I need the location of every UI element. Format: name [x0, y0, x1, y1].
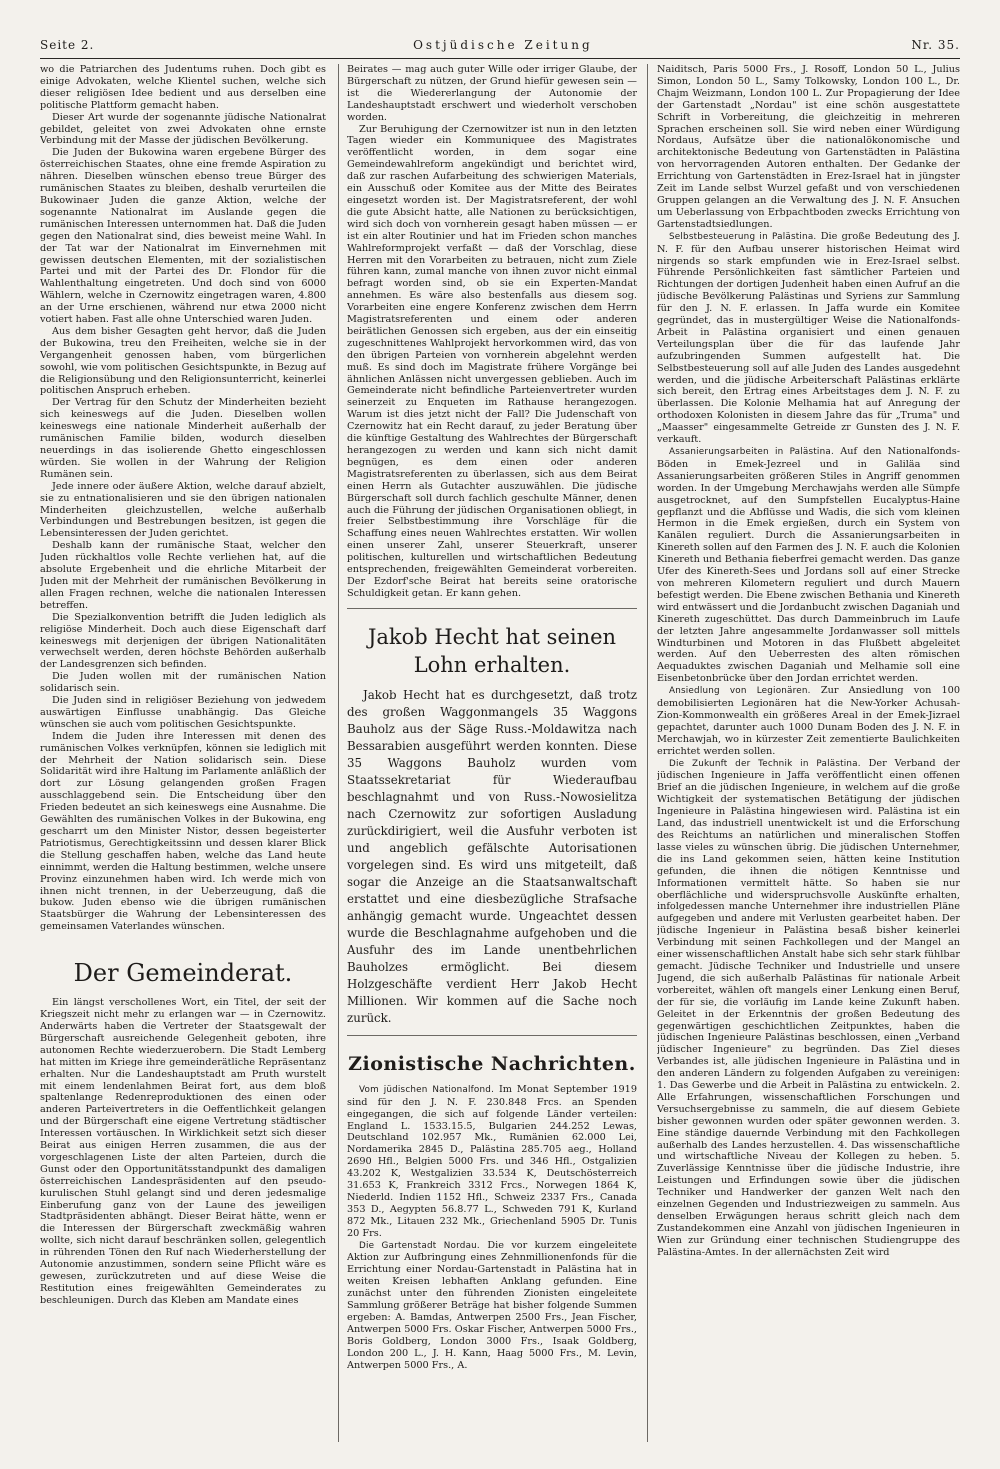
- hecht-article: [347, 687, 637, 1027]
- page-number: Seite 2.: [40, 38, 95, 52]
- technik-text: Der Verband der jüdischen Ingenieure in Jaffa veröffentlicht einen offenen Brief an die jüdischen Ingenieure, in welchem auf die große Wichtigkeit der systematischen Betätigung der jüdischen Ingenieure in Palästina hingewiesen wird. Palästina ist ein Land, das industriell unentwickelt ist und die Erforschung des Reichtums an natürlichen und mineralischen Stoffen lasse vieles zu wünschen übrig. Die jüdischen Unternehmer, die ins Land gekommen seien, hätten keine Institution gefunden, die ihnen die nötigen Kenntnisse und Informationen vermittelt hätte. So haben sie nur oberflächliche und widerspruchsvolle Auskünfte erhalten, infolgedessen manche Unternehmer ihre industriellen Pläne aufgegeben und andere mit Verlusten gearbeitet haben. Der jüdische Ingenieur in Palästina besaß bisher keinerlei Verbindung mit seinen Fachkollegen und der Mangel an einer wissenschaftlichen Anstalt habe sich sehr stark fühlbar gemacht. Jüdische Techniker und Industrielle und unsere Jugend, die sich außerhalb Palästinas für nationale Arbeit vorbereitet, wählen oft mangels einer Lenkung einen Beruf, der für sie, die vorläufig im Lande keine Zukunft haben. Geleitet in der Erkenntnis der großen Bedeutung des gegenwärtigen geschichtlichen Zeitpunktes, haben die jüdischen Ingenieure Palästinas beschlossen, einen „Verband jüdischer Ingenieure" zu begründen. Das Ziel dieses Verbandes ist, alle jüdischen Ingenieure in Palästina und in den anderen Ländern zu folgenden Aufgaben zu vereinigen: 1. Das Gewerbe und die Arbeit in Palästina zu entwickeln. 2. Alle Erfahrungen, wissenschaftlichen Forschungen und Versuchsergebnisse zu sammeln, die auf diesem Gebiete bisher gewonnen wurden oder später gewonnen werden. 3. Eine ständige dauernde Verbindung mit den Fachkollegen außerhalb des Landes herzustellen. 4. Das wissenschaftliche und wirtschaftliche Niveau der Kollegen zu heben. 5. Zuverlässige Kenntnisse über die jüdische Industrie, ihre Leistungen und Erfindungen sowie über die jüdischen Techniker und Handwerker der ganzen Welt nach den einzelnen Gegenden und Industriezweigen zu sammeln. Aus denselben Erwägungen heraus schritt gleich nach dem Zustandekommen eine Anzahl von jüdischen Ingenieuren in Wien zur Gründung einer technischen Studiengruppe des Palästina-Amtes. In der allernächsten Zeit wird: [657, 757, 960, 1258]
- article-paragraph: Beirates — mag auch guter Wille oder irriger Glaube, der Bürgerschaft zu nützen, der Grund hiefür gewesen sein — ist die Wiedererlangung der Autonomie der Landeshauptstadt erschwert und wiederholt verschoben worden.: [347, 64, 637, 123]
- selbstbesteuerung-text: Die große Bedeutung des J. N. F. für den Aufbau unserer historischen Heimat wird nirgends so stark empfunden wie in Erez-Israel selbst. Führende Persönlichkeiten fast sämtlicher Parteien und Richtungen der dortigen Judenheit haben einen Aufruf an die jüdische Bevölkerung Palästinas und Syriens zur Sammlung für den J. N. F. erlassen. In Jaffa wurde ein Komitee gegründet, das in mustergültiger Weise die Nationalfonds-Arbeit in Palästina organisiert und einen genauen Verteilungsplan über die für das laufende Jahr aufzubringenden Summen aufgestellt hat. Die Selbstbesteuerung soll auf alle Juden des Landes ausgedehnt werden, und die jüdische Arbeiterschaft Palästinas erklärte sich bereit, den Ertrag eines Arbeitstages dem J. N. F. zu überlassen. Die Kolonie Melhamia hat auf Anregung der orthodoxen Kolonisten in diesem Jahre das für „Truma" und „Maasser" eingesammelte Getreide zr Gunsten des J. N. F. verkauft.: [657, 230, 960, 446]
- column-divider: [647, 64, 648, 1442]
- article-paragraph: Indem die Juden ihre Interessen mit denen des rumänischen Volkes verknüpfen, können sie lediglich mit der Mehrheit der Nation solidarisch sein. Diese Solidarität wird ihre Haltung im Parlamente anläßlich der dort zur Lösung gelangenden großen Fragen ausschlaggebend sein. Die Entscheidung über den Frieden bedeutet an sich keineswegs eine Ausnahme. Die Gewählten des rumänischen Volkes in der Bukowina, eng gescharrt um den Minister Nistor, dessen begeisterter Patriotismus, Gerechtigkeitssinn und dessen klarer Blick die Stellung geschaffen haben, welche das Land heute einnimmt, werden die Haltung bestimmen, welche unsere Provinz einzunehmen haben wird. Ich werde mich von ihnen nicht trennen, in der Ueberzeugung, daß die bukow. Juden ebenso wie die übrigen rumänischen Staatsbürger die Wahrung der Lebensinteressen des gemeinsamen Vaterlandes wünschen.: [40, 730, 326, 933]
- article-paragraph: Die Spezialkonvention betrifft die Juden lediglich als religiöse Minderheit. Doch auch diese Eigenschaft darf keineswegs mit derjenigen der übrigen Nationalitäten verwechselt werden, deren höchste Behörden außerhalb der Landesgrenzen sich befinden.: [40, 611, 326, 671]
- page-header: [40, 30, 960, 52]
- section-rule: [347, 1035, 637, 1036]
- newspaper-page: [40, 30, 960, 1442]
- issue-number: Nr. 35.: [911, 38, 960, 52]
- nordau-text: Die vor kurzem eingeleitete Aktion zur Aufbringung eines Zehnmillionenfonds für die Errichtung einer Nordau-Gartenstadt in Palästina hat in weiten Kreisen lebhaften Anklang gefunden. Eine zunächst unter den führenden Zionisten eingeleitete Sammlung größerer Beträge hat bisher folgende Summen ergeben: A. Bamdas, Antwerpen 2500 Frs., Jean Fischer, Antwerpen 5000 Frs. Oskar Fischer, Antwerpen 5000 Frs., Boris Goldberg, London 3000 Frs., Isaak Goldberg, London 200 L., J. H. Kann, Haag 5000 Frs., M. Levin, Antwerpen 5000 Frs., A.: [347, 1239, 637, 1371]
- article-paragraph: Die Juden der Bukowina waren ergebene Bürger des österreichischen Staates, ohne eine fremde Aspiration zu nähren. Dieselben wünschen ebenso treue Bürger des rumänischen Staates zu bleiben, deshalb verurteilen die Bukowinaer Juden die ganze Aktion, welche der sogenannte Nationalrat im Auslande gegen die rumänischen Interessen unternommen hat. Daß die Juden gegen den Nationalrat sind, dies beweist meine Wahl. In der Tat war der Nationalrat im Einvernehmen mit gewissen deutschen Elementen, mit der sozialistischen Partei und mit der Partei des Dr. Flondor für die Wahlenthaltung eingetreten. Und doch sind von 6000 Wählern, welche in Czernowitz eingetragen waren, 4.800 an der Urne erschienen, während nur etwa 2000 nicht votiert haben. Fast alle ohne Unterschied waren Juden.: [40, 147, 326, 326]
- article-paragraph: Zur Beruhigung der Czernowitzer ist nun in den letzten Tagen wieder ein Kommuniquee des Magistrates veröffentlicht worden, in dem sogar eine Gemeindewahlreform angekündigt und berichtet wird, daß zur raschen Aufarbeitung des schwierigen Materials, ein Ausschuß oder Komitee aus der Mitte des Beirates eingesetzt worden ist. Der Magistratsreferent, der wohl die gute Absicht hatte, alle Nationen zu berücksichtigen, wird sich doch von vornherein gesagt haben müssen — er ist ein alter Routinier und hat im Frieden schon manches Wahlreformprojekt verfaßt — daß der Vorschlag, diese Herren mit den Vorarbeiten zu betrauen, nicht zum Ziele führen kann, zumal manche von ihnen zuvor nicht einmal befragt worden sind, ob sie ein Experten-Mandat annehmen. Es wäre also bestenfalls aus diesem sog. Vorarbeiten eine engere Konferenz zwischen dem Herrn Magistratsreferenten und einem oder anderen beirätlichen Genossen sich ergeben, aus der ein einseitig zugeschnittenes Wahlprojekt hervorkommen wird, das von den übrigen Parteien von vornherein abgelehnt werden muß. Es sind doch im Magistrate frühere Vorgänge bei ähnlichen Anlässen nicht unvergessen geblieben. Auch im Gemeinderate nicht befindliche Parteienvertreter wurden seinerzeit zu Enqueten im Rathause herangezogen. Warum ist dies jetzt nicht der Fall? Die Judenschaft von Czernowitz hat ein Recht darauf, zu jeder Beratung über die künftige Gestaltung des Wahlrechtes der Bürgerschaft herangezogen zu werden und kann sich nicht damit begnügen, es dem einen oder anderen Magistratsreferenten zu überlassen, sich aus dem Beirat einen Herrn als Gutachter auszuwählen. Die jüdische Bürgerschaft soll durch fachlich geschulte Männer, denen auch die Führung der jüdischen Organisationen obliegt, in freier Selbstbestimmung ihre Vorschläge für die Schaffung eines neuen Wahlrechtes erstatten. Wir wollen einen unserer Zahl, unserer Steuerkraft, unserer politischen, kulturellen und wirtschaftlichen Bedeutung entsprechenden, freigewählten Gemeinderat vorbereiten. Der Ezdorf'sche Beirat hat bereits seine oratorische Schuldigkeit getan. Er kann gehen.: [347, 123, 637, 599]
- article-paragraph: Der Vertrag für den Schutz der Minderheiten bezieht sich keineswegs auf die Juden. Dieselben wollen keineswegs eine nationale Minderheit außerhalb der rumänischen Familie bilden, wodurch dieselben neuerdings in das isolierende Ghetto eingeschlossen würden. Sie wollen in der Wahrung der Religion Rumänen sein.: [40, 397, 326, 480]
- assanierung-text: Auf den Nationalfonds-Böden in Emek-Jezreel und in Galiläa sind Assanierungsarbeiten größeren Stiles in Angriff genommen worden. In der Umgebung Merchawjahs werden alle Sümpfe ausgetrocknet, auf den Sumpfstellen Eucalyptus-Haine gepflanzt und die Abflüsse und Wadis, die sich vom kleinen Hermon in die Emek ergießen, durch ein System von Kanälen reguliert. Durch die Assanierungsarbeiten in Kinereth sollen auf den Farmen des J. N. F. auch die Kolonien Kinereth und Bethania fieberfrei gemacht werden. Das ganze Ufer des Kinereth-Sees und Jordans soll auf einer Strecke von mehreren Kilometern reguliert und durch Mauern befestigt werden. Die Ebene zwischen Bethania und Kinereth wird entwässert und die Jordanbucht zwischen Daganiah und Kinereth zugeschüttet. Das durch Dammeinbruch im Laufe der letzten Jahre angesammelte Jordanwasser soll mittels Windturbinen und Motoren in das Flußbett abgeleitet werden. Auf den Ueberresten des alten römischen Aequaduktes zwischen Daganiah und Melhamie soll eine Eisenbetonbrücke über den Jordan errichtet werden.: [657, 446, 960, 685]
- article-paragraph: Aus dem bisher Gesagten geht hervor, daß die Juden der Bukowina, treu den Freiheiten, welche sie in der Vergangenheit genossen haben, vom bürgerlichen sowohl, wie vom politischen Gesichtspunkte, in Bezug auf die Religionsübung und den Religionsunterricht, keinerlei politischen Anspruch erheben.: [40, 325, 326, 397]
- column-3: [657, 64, 960, 1442]
- gemeinderat-text: Ein längst verschollenes Wort, ein Titel, der seit der Kriegszeit nicht mehr zu erlangen war — in Czernowitz. Anderwärts haben die Vertreter der Staatsgewalt der Bürgerschaft ausreichende Gelegenheit geboten, ihre autonomen Rechte wiederzuerobern. Die Stadt Lemberg hat mitten im Kriege ihre gemeinderätliche Repräsentanz erhalten. Nur die Landeshauptstadt am Pruth wurstelt mit einem lendenlahmen Beirat fort, aus dem bloß spaltenlange Redenreproduktionen des einen oder anderen Parteivertreters in die Oeffentlichkeit gelangen und der Bürgerschaft eine eigene Vertretung städtischer Interessen vortäuschen. In Wirklichkeit setzt sich dieser Beirat aus einigen Herren zusammen, die aus der vorgeschlagenen Liste der alten Parteien, durch die Gunst oder den Opportunitätsstandpunkt des damaligen österreichischen Landespräsidenten auf den pseudo-kurulischen Stuhl gelangt sind und deren jedesmalige Einberufung ganz von der Laune des jeweiligen Stadtpräsidenten abhängt. Dieser Beirat hätte, wenn er die Interessen der Bürgerschaft zweckmäßig wahren wollte, sich nicht darauf beschränken sollen, gelegentlich in rührenden Tönen den Ruf nach Wiederherstellung der Autonomie anzustimmen, sondern seine Pflicht wäre es gewesen, zurückzutreten und auf diese Weise die Restitution eines freigewählten Gemeinderates zu beschleunigen. Durch das Kleben am Mandate eines: [40, 997, 326, 1306]
- article-paragraph: Deshalb kann der rumänische Staat, welcher den Juden rückhaltlos volle Rechte verliehen hat, auf die absolute Ergebenheit und die ehrliche Mitarbeit der Juden mit der Mehrheit der rumänischen Bevölkerung in allen Fragen rechnen, welche die nationalen Interessen betreffen.: [40, 540, 326, 611]
- selbstbesteuerung-subhead: Selbstbesteuerung in Palästina.: [669, 231, 817, 242]
- ansiedlung-text: Zur Ansiedlung von 100 demobilisierten Legionären hat die New-Yorker Achusah-Zion-Kommonwealth ein größeres Areal in der Emek-Jizrael gepachtet, darunter auch 1000 Dunam Boden des J. N. F. in Merchawjah, wo in kürzester Zeit zementierte Baulichkeiten errichtet werden sollen.: [657, 685, 960, 757]
- assanierung-subhead: Assanierungsarbeiten in Palästina.: [669, 447, 834, 457]
- hecht-headline: Jakob Hecht hat seinen Lohn erhalten.: [367, 624, 617, 677]
- gemeinderat-headline: Der Gemeinderat.: [73, 959, 293, 988]
- article-paragraph: wo die Patriarchen des Judentums ruhen. Doch gibt es einige Advokaten, welche Klientel suchen, welche sich dieser religiösen Idee bedient und aus derselben eine politische Plattform gemacht haben.: [40, 64, 326, 111]
- hecht-text: Jakob Hecht hat es durchgesetzt, daß trotz des großen Waggonmangels 35 Waggons Bauholz aus der Säge Russ.-Moldawitza nach Bessarabien ausgeführt werden konnten. Diese 35 Waggons Bauholz wurden vom Staatssekretariat für Wiederaufbau beschlagnahmt und von Russ.-Nowosielitza nach Czernowitz zur sofortigen Ausladung zurückdirigiert, weil die Ausfuhr verboten ist und angeblich gefälschte Autorisationen vorgelegen sind. Es wird uns mitgeteilt, daß sogar die Anzeige an die Staatsanwaltschaft erstattet und eine diesbezügliche Strafsache anhängig gemacht wurde. Ungeachtet dessen wurde die Beschlagnahme aufgehoben und die Ausfuhr des im Lande unentbehrlichen Bauholzes ermöglicht. Bei diesem Holzgeschäfte verdient Herr Jakob Hecht Millionen. Wir kommen auf die Sache noch zurück.: [347, 687, 637, 1025]
- column-divider: [338, 64, 339, 1442]
- article-paragraph: Jede innere oder äußere Aktion, welche darauf abzielt, sie zu entnationalisieren und sie den übrigen nationalen Minderheiten gleichzustellen, welche außerhalb Verbindungen und Bestrebungen besitzen, ist gegen die Lebensinteressen der Juden gerichtet.: [40, 480, 326, 540]
- column-1: [40, 64, 326, 1442]
- newspaper-title: Ostjüdische Zeitung: [413, 38, 593, 52]
- article-paragraph: Die Juden sind in religiöser Beziehung von jedwedem auswärtigen Einflusse unabhängig. Das Gleiche wünschen sie auch vom politischen Gesichtspunkte.: [40, 695, 326, 730]
- zionist-news-headline: Zionistische Nachrichten.: [348, 1052, 636, 1075]
- technik-subhead: Die Zukunft der Technik in Palästina.: [669, 758, 861, 769]
- article-paragraph: Die Juden wollen mit der rumänischen Nation solidarisch sein.: [40, 671, 326, 695]
- header-rule: [40, 58, 960, 59]
- nationalfond-text: Im Monat September 1919 sind für den J. N. F. 230.848 Frcs. an Spenden eingegangen, die sich auf folgende Länder verteilen: England L. 1533.15.5, Bulgarien 244.252 Lewas, Deutschland 102.957 Mk., Rumänien 62.000 Lei, Nordamerika 2845 D., Palästina 285.705 aeg., Holland 2690 Hfl., Belgien 5000 Frs. und 346 Hfl., Ostgalizien 43.202 K, Westgalizien 33.534 K, Deutschösterreich 31.653 K, Frankreich 3312 Frcs., Norwegen 1864 K, Niederld. Indien 1152 Hfl., Schweiz 2337 Frs., Canada 353 D., Aegypten 56.8.77 L., Schweden 791 K, Kurland 872 Mk., Litauen 232 Mk., Griechenland 5905 Dr. Tunis 20 Frs.: [347, 1083, 637, 1239]
- nordau-continued: Naiditsch, Paris 5000 Frs., J. Rosoff, London 50 L., Julius Simon, London 50 L., Samy Tolkowsky, London 100 L., Dr. Chajm Weizmann, London 100 L. Zur Propagierung der Idee der Gartenstadt „Nordau" ist eine schön ausgestattete Schrift in Vorbereitung, die gleichzeitig in mehreren Sprachen erscheinen soll. Sie wird neben einer Würdigung Nordaus, Aufsätze über die nationalökonomische und architektonische Bedeutung von Gartenstädten in Palästina von hervorragenden Autoren enthalten. Der Gedanke der Errichtung von Gartenstädten in Erez-Israel hat in jüngster Zeit im Lande selbst Wurzel gefaßt und von verschiedenen Gruppen gelangen an die Verwaltung des J. N. F. Ansuchen um Ueberlassung von Erbpachtboden zwecks Errichtung von Gartenstadtsiedlungen.: [657, 64, 960, 230]
- article-paragraph: Dieser Art wurde der sogenannte jüdische Nationalrat gebildet, geleitet von zwei Advokaten ohne ernste Verbindung mit der Masse der jüdischen Bevölkerung.: [40, 111, 326, 147]
- ansiedlung-subhead: Ansiedlung von Legionären.: [669, 686, 811, 697]
- section-rule: [347, 608, 637, 609]
- nationalfond-subhead: Vom jüdischen Nationalfond.: [359, 1084, 495, 1095]
- nordau-subhead: Die Gartenstadt Nordau.: [359, 1240, 480, 1251]
- column-2: [347, 64, 637, 1442]
